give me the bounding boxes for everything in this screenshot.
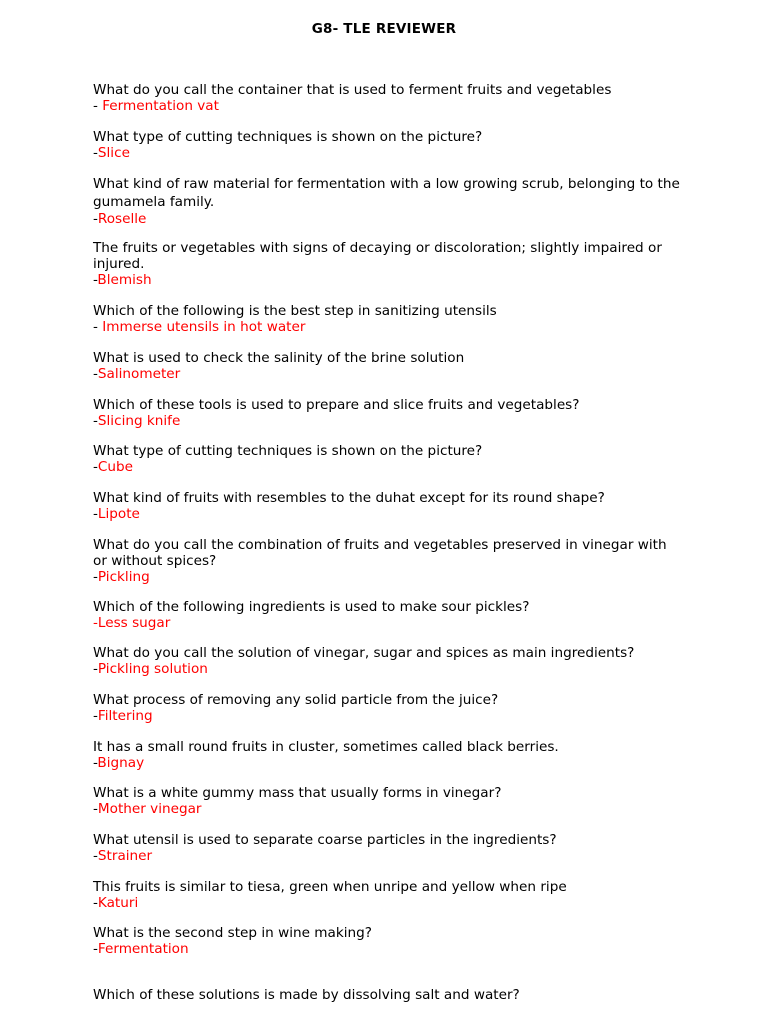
question-text: What type of cutting techniques is shown on the picture? [93,443,483,459]
question-text: What process of removing any solid particle from the juice? [93,692,499,708]
answer-value: Pickling solution [97,661,208,677]
qa-item [93,987,683,1003]
answer-dash: - [93,708,98,724]
question-text: What type of cutting techniques is shown on the picture? [93,129,483,145]
qa-item [93,82,683,114]
answer-value: Salinometer [97,366,181,382]
answer-text [93,801,683,817]
qa-item [93,490,683,522]
qa-item [93,645,683,677]
answer-value: Fermentation vat [102,98,219,114]
answer-text [93,459,683,475]
answer-value: Blemish [97,272,152,288]
answer-value: Roselle [97,211,147,227]
answer-text [93,661,683,677]
qa-item [93,240,683,288]
answer-value: Slice [97,145,130,161]
answer-value: Cube [97,459,134,475]
answer-text [93,211,683,227]
answer-value: Lipote [97,506,140,522]
answer-text [93,506,683,522]
answer-text [93,615,683,631]
qa-item [93,175,683,227]
question-text: Which of these tools is used to prepare and slice fruits and vegetables? [93,397,580,413]
answer-text [93,941,683,957]
question-text: What do you call the container that is used to ferment fruits and vegetables [93,82,612,98]
question-text: Which of the following ingredients is used to make sour pickles? [93,599,530,615]
answer-dash: - [93,661,98,677]
answer-dash: - [93,211,98,227]
question-text: What do you call the solution of vinegar, sugar and spices as main ingredients? [93,645,635,661]
answer-value: Katuri [97,895,139,911]
question-text: What is a white gummy mass that usually forms in vinegar? [93,785,502,801]
answer-value: Filtering [97,708,153,724]
answer-value: Slicing knife [97,413,181,429]
qa-item [93,443,683,475]
qa-item [93,832,683,864]
answer-value: Mother vinegar [97,801,202,817]
answer-text [93,145,683,161]
answer-text [93,98,683,114]
answer-value: Strainer [97,848,153,864]
answer-dash: - [93,319,103,335]
question-text: This fruits is similar to tiesa, green when unripe and yellow when ripe [93,879,567,895]
qa-item [93,129,683,161]
question-text: It has a small round fruits in cluster, sometimes called black berries. [93,739,559,755]
qa-item [93,537,683,585]
qa-item [93,692,683,724]
answer-text [93,413,683,429]
qa-item [93,739,683,771]
qa-item [93,785,683,817]
answer-text [93,366,683,382]
answer-text [93,569,683,585]
qa-item [93,925,683,957]
question-text: What is the second step in wine making? [93,925,372,941]
answer-text [93,319,683,335]
answer-dash: - [93,941,98,957]
answer-dash: - [93,413,98,429]
answer-value: Immerse utensils in hot water [102,319,306,335]
answer-dash: - [93,366,98,382]
answer-text [93,708,683,724]
question-text: What do you call the combination of fruits and vegetables preserved in vinegar with or without spices? [93,537,667,569]
answer-dash: - [93,145,98,161]
question-text: Which of the following is the best step in sanitizing utensils [93,303,497,319]
answer-dash: - [93,272,98,288]
question-text: Which of these solutions is made by dissolving salt and water? [93,987,520,1003]
answer-text [93,848,683,864]
answer-value: Fermentation [97,941,189,957]
qa-item [93,350,683,382]
qa-item [93,397,683,429]
qa-item [93,303,683,335]
answer-dash: - [93,459,98,475]
answer-dash: - [93,848,98,864]
answer-dash: - [93,755,98,771]
answer-text [93,272,683,288]
answer-value: Bignay [97,755,145,771]
answer-text [93,755,683,771]
answer-dash: - [93,569,98,585]
document-title: G8- TLE REVIEWER [311,21,457,37]
answer-text [93,895,683,911]
question-text: What kind of fruits with resembles to the duhat except for its round shape? [93,490,605,506]
qa-item [93,599,683,631]
answer-dash: - [93,98,103,114]
question-text: What is used to check the salinity of the brine solution [93,350,465,366]
question-text: The fruits or vegetables with signs of decaying or discoloration; slightly impaired or injured. [93,240,662,272]
answer-dash: - [93,895,98,911]
answer-dash: - [93,506,98,522]
question-text: What kind of raw material for fermentation with a low growing scrub, belonging to the gumamela family. [93,176,680,210]
qa-item [93,879,683,911]
answer-dash: - [93,801,98,817]
question-text: What utensil is used to separate coarse particles in the ingredients? [93,832,557,848]
answer-value: Pickling [97,569,150,585]
answer-value: -Less sugar [93,615,171,631]
